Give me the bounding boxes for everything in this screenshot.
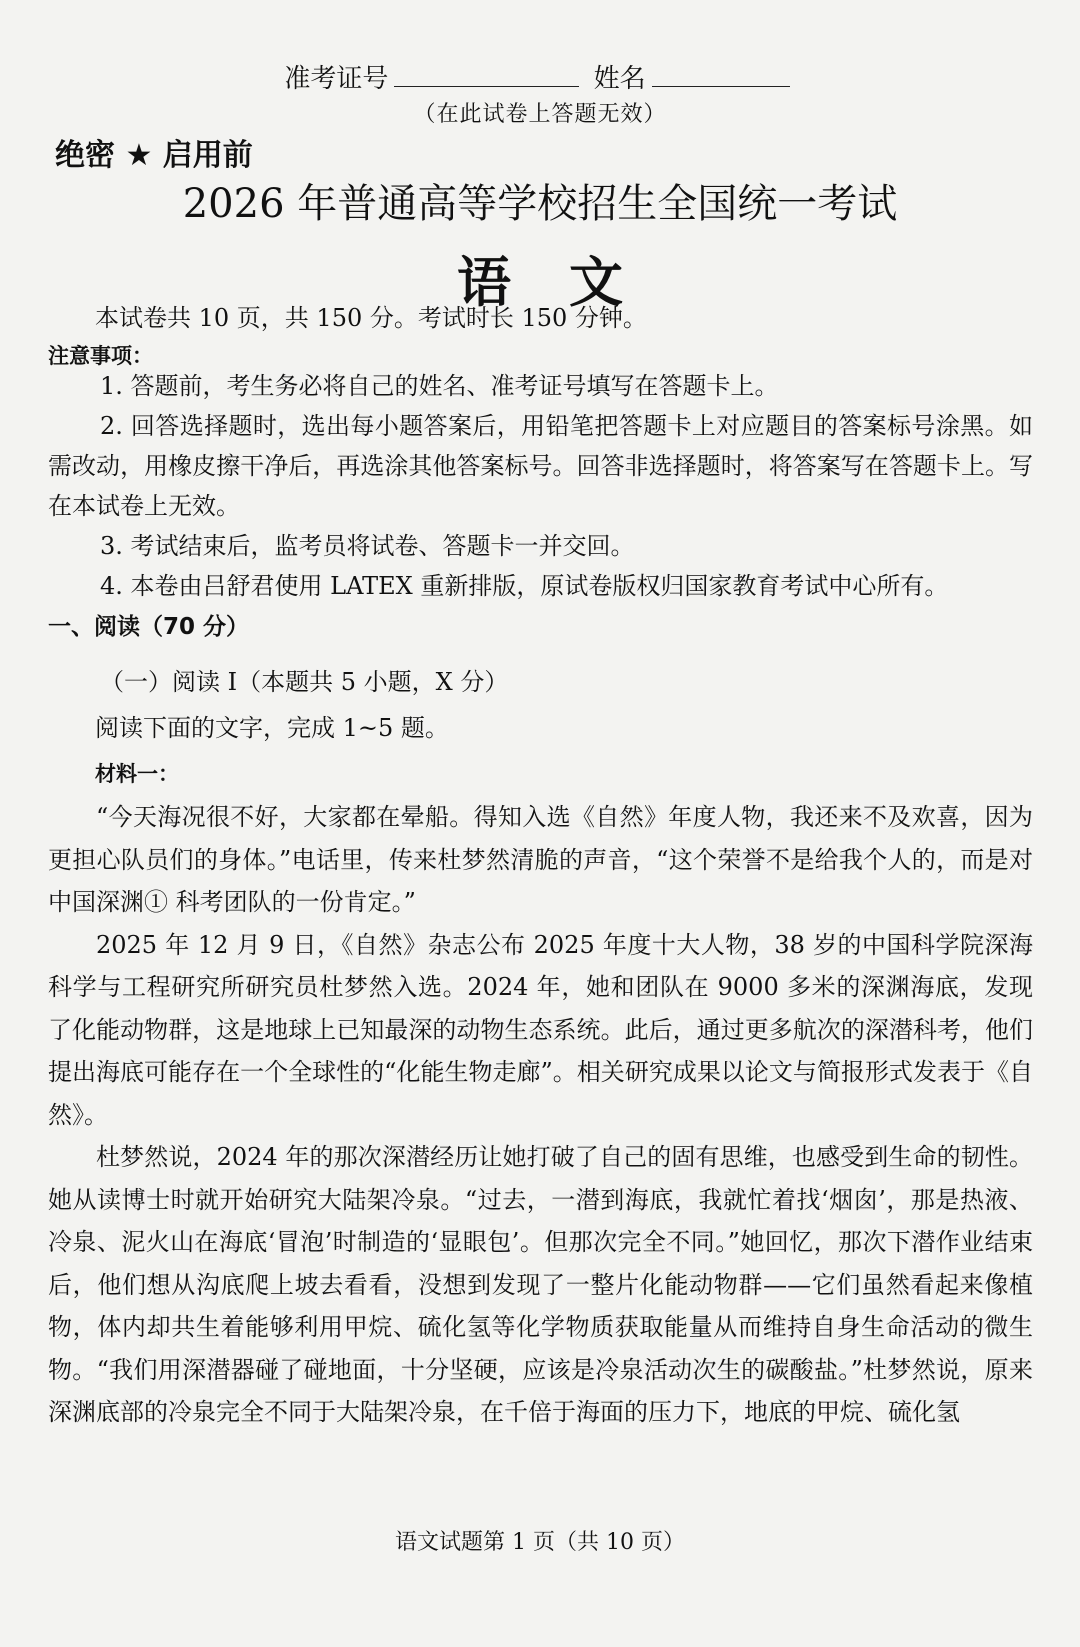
- notice-item-1: 1. 答题前，考生务必将自己的姓名、准考证号填写在答题卡上。: [100, 372, 779, 400]
- admission-number-label: 准考证号: [284, 64, 389, 94]
- sub-section-title: （一）阅读 I（本题共 5 小题，X 分）: [100, 668, 509, 696]
- material-label: 材料一：: [95, 762, 179, 786]
- admission-number-blank: [394, 64, 579, 87]
- exam-title: 2026 年普通高等学校招生全国统一考试: [182, 181, 898, 227]
- page-footer: 语文试题第 1 页（共 10 页）: [395, 1530, 685, 1555]
- exam-intro: 本试卷共 10 页，共 150 分。考试时长 150 分钟。: [95, 304, 647, 332]
- secret-mark: 绝密 ★ 启用前: [55, 138, 253, 173]
- notice-title: 注意事项：: [48, 344, 153, 368]
- notice-item-4: 4. 本卷由吕舒君使用 LATEX 重新排版，原试卷版权归国家教育考试中心所有。: [100, 572, 949, 600]
- passage-paragraph-1: “今天海况很不好，大家都在晕船。得知入选《自然》年度人物，我还来不及欢喜，因为更担心队员们的身体。”电话里，传来杜梦然清脆的声音，“这个荣誉不是给我个人的，而是对中国深渊① 科考团队的一份肯定。”: [48, 803, 1033, 916]
- invalid-answer-note: （在此试卷上答题无效）: [413, 102, 667, 127]
- candidate-info-line: [0, 58, 1080, 95]
- passage-paragraph-2: 2025 年 12 月 9 日，《自然》杂志公布 2025 年度十大人物，38 岁的中国科学院深海科学与工程研究所研究员杜梦然入选。2024 年，她和团队在 9000 多米的深渊海底，发现了化能动物群，这是地球上已知最深的动物生态系统。此后，通过更多航次的深潜科考，他们提出海底可能存在一个全球性的“化能生物走廊”。相关研究成果以论文与简报形式发表于《自然》。: [48, 930, 1033, 1129]
- notice-list: [48, 366, 1033, 606]
- reading-instruction: 阅读下面的文字，完成 1~5 题。: [95, 714, 449, 742]
- passage-paragraph-3: 杜梦然说，2024 年的那次深潜经历让她打破了自己的固有思维，也感受到生命的韧性。她从读博士时就开始研究大陆架冷泉。“过去，一潜到海底，我就忙着找‘烟囱’，那是热液、冷泉、泥火山在海底‘冒泡’时制造的‘显眼包’。但那次完全不同。”她回忆，那次下潜作业结束后，他们想从沟底爬上坡去看看，没想到发现了一整片化能动物群——它们虽然看起来像植物，体内却共生着能够利用甲烷、硫化氢等化学物质获取能量从而维持自身生命活动的微生物。“我们用深潜器碰了碰地面，十分坚硬，应该是冷泉活动次生的碳酸盐。”杜梦然说，原来深渊底部的冷泉完全不同于大陆架冷泉，在千倍于海面的压力下，地底的甲烷、硫化氢: [48, 1143, 1033, 1426]
- name-blank: [652, 64, 790, 87]
- notice-item-3: 3. 考试结束后，监考员将试卷、答题卡一并交回。: [100, 532, 635, 560]
- notice-item-2: 2. 回答选择题时，选出每小题答案后，用铅笔把答题卡上对应题目的答案标号涂黑。如需改动，用橡皮擦干净后，再选涂其他答案标号。回答非选择题时，将答案写在答题卡上。写在本试卷上无效。: [48, 412, 1033, 520]
- name-label: 姓名: [593, 64, 646, 94]
- reading-passage: [48, 796, 1033, 1434]
- subject-title: 语文: [457, 250, 681, 314]
- section-title: 一、阅读（70 分）: [48, 614, 250, 640]
